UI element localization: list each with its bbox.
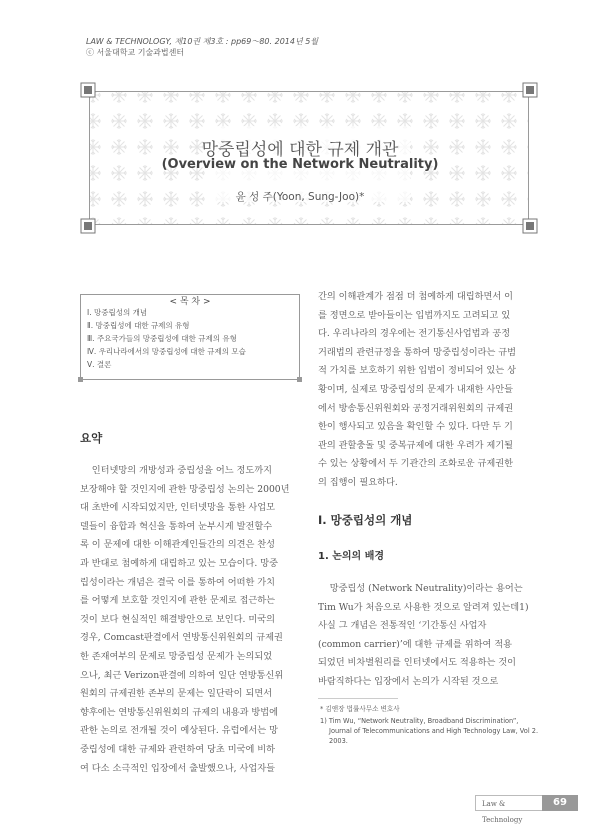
footnote-line: Journal of Telecommunications and High Technology Law, Vol 2.	[329, 727, 539, 735]
footnote-divider	[318, 698, 398, 699]
english-title: (Overview on the Network Neutrality)	[161, 157, 439, 172]
toc-corner-marker	[78, 377, 83, 382]
toc-item: Ⅰ. 망중립성의 개념	[87, 308, 148, 317]
author-footnote: * 김앤장 법률사무소 변호사	[320, 705, 400, 713]
toc-item: Ⅲ. 주요국가들의 망중립성에 대한 규제의 유형	[87, 334, 237, 343]
author-name: 윤 성 주(Yoon, Sung-Joo)*	[235, 191, 365, 203]
footnote-line: 1) Tim Wu, “Network Neutrality, Broadband Discrimination”,	[320, 717, 519, 725]
abstract-heading: 요약	[80, 431, 103, 445]
korean-title: 망중립성에 대한 규제 개관	[201, 140, 399, 160]
toc-heading: < 목 차 >	[165, 297, 214, 307]
toc-item: Ⅳ. 우리나라에서의 망중립성에 대한 규제의 모습	[87, 347, 246, 356]
page-number: 69	[542, 795, 578, 811]
copyright-notice: ⓒ 서울대학교 기술과법센터	[86, 48, 185, 57]
toc-corner-marker	[297, 377, 302, 382]
footnote-1	[320, 716, 552, 746]
footer-journal: Law & Technology	[475, 795, 545, 811]
subsection-heading: 1. 논의의 배경	[318, 551, 385, 562]
toc-item: Ⅴ. 결론	[87, 360, 112, 369]
body-text: 망중립성 (Network Neutrality)이라는 용어는 Tim Wu가 처음으로 사용한 것으로 알려져 있는데1) 사실 그 개념은 전통적인 ‘기간통신 사업자 (common carrier)’에 대한 규제를 위하여 적용 되었던 비차별원리를 인터넷에서도 적용하는 것이 바람직하다는 입장에서 논의가 시작된 것으로	[318, 583, 529, 687]
abstract-text: 인터넷망의 개방성과 중립성을 어느 정도까지 보장해야 할 것인지에 관한 망중립성 논의는 2000년 대 초반에 시작되었지만, 인터넷망을 통한 사업모 델들이 융합과 혁신을 통하여 눈부시게 발전할수 록 이 문제에 대한 이해관계인들간의 의견은 찬성 과 반대로 첨예하게 대립하고 있는 모습이다. 망중 립성이라는 개념은 결국 이를 통하여 어떠한 가치 를 어떻게 보호할 것인지에 관한 문제로 접근하는 것이 보다 현실적인 해결방안으로 보인다. 미국의 경우, Comcast판결에서 연방통신위원회의 규제권 한 존재여부의 문제로 망중립성 문제가 논의되었 으나, 최근 Verizon판결에 의하여 일단 연방통신위 원회의 규제권한 존부의 문제는 일단락이 되면서 향후에는 연방통신위원회의 규제의 내용과 방법에 관한 논의로 전개될 것이 예상된다. 유럽에서는 망 중립성에 대한 규제와 관련하여 당초 미국에 비하 여 다소 소극적인 입장에서 출발했으나, 사업자들	[80, 465, 290, 774]
journal-header	[86, 36, 318, 58]
journal-citation: LAW & TECHNOLOGY, 제10권 제3호 : pp69～80. 2014년 5월	[86, 37, 319, 46]
section-heading: Ⅰ. 망중립성의 개념	[318, 513, 413, 527]
intro-text: 간의 이해관계가 점점 더 첨예하게 대립하면서 이 를 정면으로 받아들이는 입법까지도 고려되고 있 다. 우리나라의 경우에는 전기통신사업법과 공정 거래법의 관련규정을 통하여 망중립성이라는 규범 적 가치를 보호하기 위한 입법이 정비되어 있는 상 황이며, 실제로 망중립성의 문제가 내재한 사안들 에서 방송통신위원회와 공정거래위원회의 규제권 한이 행사되고 있음을 확인할 수 있다. 다만 두 기 관의 관할충돌 및 중복규제에 대한 우려가 제기될 수 있는 상황에서 두 기관간의 조화로운 규제권한 의 집행이 필요하다.	[318, 291, 517, 488]
table-of-contents	[80, 294, 300, 380]
toc-item: Ⅱ. 망중립성에 대한 규제의 유형	[87, 321, 190, 330]
footnote-line: 2003.	[329, 737, 348, 745]
